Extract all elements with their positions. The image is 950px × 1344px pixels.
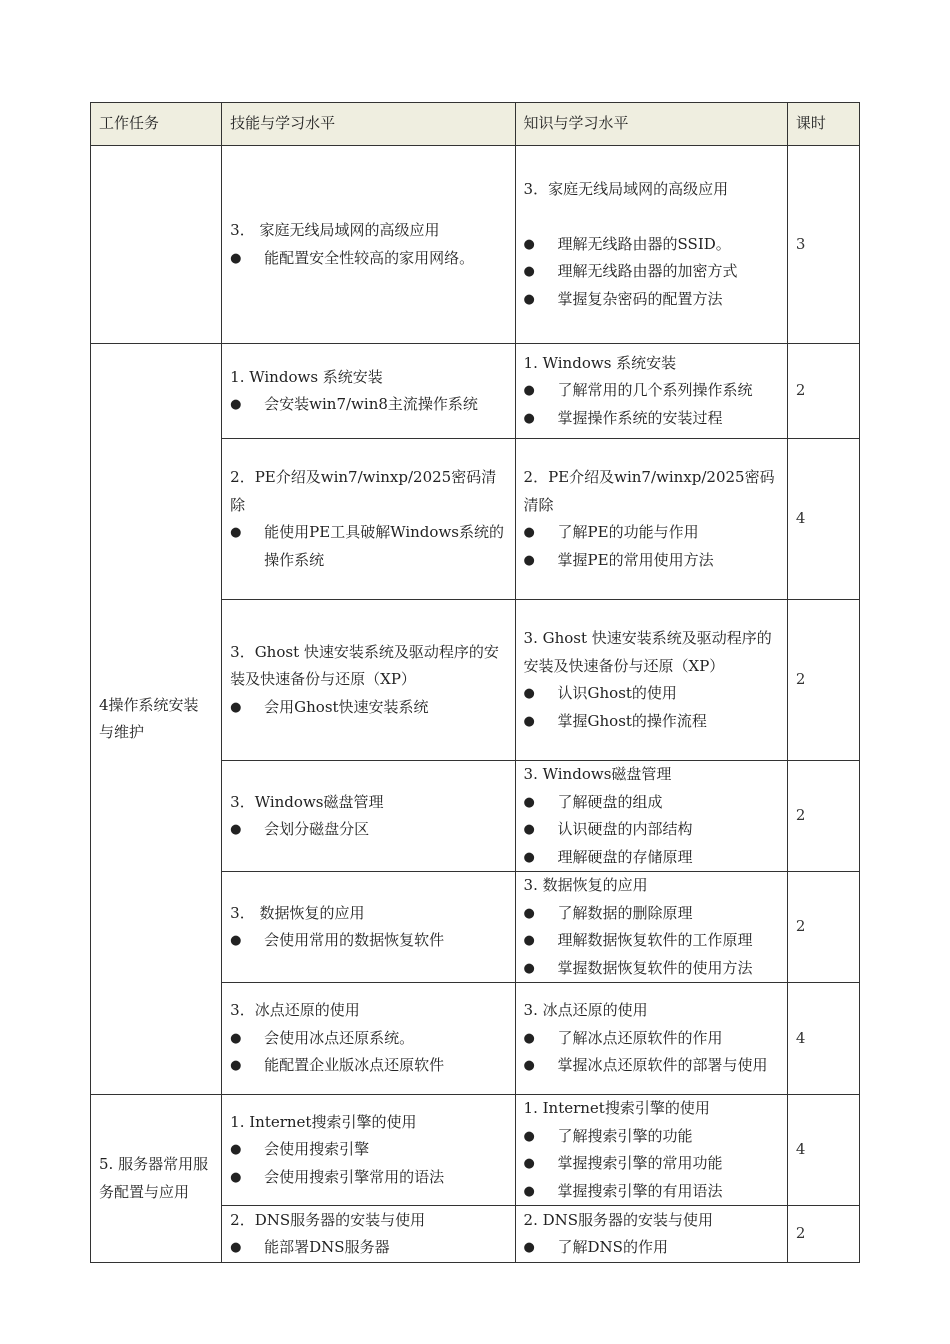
skill-cell [222, 600, 515, 761]
knowledge-point: ● 掌握Ghost的操作流程 [524, 708, 779, 736]
knowledge-point: ● 掌握复杂密码的配置方法 [524, 286, 779, 314]
skill-point: ● 能使用PE工具破解Windows系统的操作系统 [230, 519, 506, 574]
hours-cell: 4 [787, 439, 859, 600]
task-cell: 4操作系统安装与维护 [91, 344, 222, 1095]
curriculum-table [90, 102, 860, 1263]
knowledge-point: ● 理解无线路由器的加密方式 [524, 258, 779, 286]
skill-point: ● 会使用搜索引擎 [230, 1136, 506, 1164]
skill-title: 1. Internet搜索引擎的使用 [230, 1112, 417, 1131]
knowledge-point: ● 掌握搜索引擎的有用语法 [524, 1178, 779, 1206]
knowledge-cell [515, 1095, 787, 1206]
skill-title: 3． 数据恢复的应用 [230, 903, 365, 922]
knowledge-point: ● 了解冰点还原软件的作用 [524, 1025, 779, 1053]
skill-title: 3．Ghost 快速安装系统及驱动程序的安装及快速备份与还原（XP） [230, 642, 499, 689]
task-cell: 5. 服务器常用服务配置与应用 [91, 1095, 222, 1263]
skill-title: 3．Windows磁盘管理 [230, 792, 384, 811]
skill-cell [222, 1206, 515, 1263]
skill-point: ● 会安装win7/win8主流操作系统 [230, 391, 506, 419]
knowledge-points [524, 1025, 779, 1080]
knowledge-point: ● 了解PE的功能与作用 [524, 519, 779, 547]
hours-cell: 4 [787, 1095, 859, 1206]
knowledge-points [524, 231, 779, 314]
knowledge-title: 1. Internet搜索引擎的使用 [523, 1099, 710, 1117]
header-skill: 技能与学习水平 [222, 103, 515, 146]
skill-cell [222, 761, 515, 872]
skill-cell [222, 1095, 515, 1206]
hours-cell: 2 [787, 344, 859, 439]
task-cell [91, 146, 222, 344]
hours-cell: 2 [787, 600, 859, 761]
knowledge-title: 3. 数据恢复的应用 [523, 876, 648, 894]
skill-points [230, 245, 506, 273]
knowledge-title: 3．家庭无线局域网的高级应用 [523, 180, 729, 198]
knowledge-cell [515, 600, 787, 761]
knowledge-title: 3. 冰点还原的使用 [523, 1001, 648, 1020]
skill-point: ● 会划分磁盘分区 [230, 816, 506, 844]
skill-points [230, 694, 506, 722]
knowledge-title: 1. Windows 系统安装 [523, 353, 677, 372]
knowledge-points [524, 1234, 779, 1262]
knowledge-point: ● 掌握搜索引擎的常用功能 [524, 1150, 779, 1178]
skill-cell [222, 344, 515, 439]
knowledge-points [524, 377, 779, 432]
knowledge-point: ● 了解常用的几个系列操作系统 [524, 377, 779, 405]
hours-cell: 2 [787, 872, 859, 983]
skill-points [230, 1136, 506, 1191]
knowledge-title: 3. Ghost 快速安装系统及驱动程序的安装及快速备份与还原（XP） [523, 629, 772, 675]
skill-title: 2．PE介绍及win7/winxp/2025密码清除 [230, 468, 497, 514]
knowledge-cell [515, 146, 787, 344]
knowledge-point: ● 理解数据恢复软件的工作原理 [524, 927, 779, 955]
skill-points [230, 519, 506, 574]
hours-cell: 3 [787, 146, 859, 344]
skill-title: 3． 家庭无线局域网的高级应用 [230, 221, 440, 239]
spacer [524, 204, 779, 231]
table-row [91, 344, 860, 439]
header-hours: 课时 [787, 103, 859, 146]
skill-cell [222, 872, 515, 983]
knowledge-point: ● 理解无线路由器的SSID。 [524, 231, 779, 259]
knowledge-points [524, 519, 779, 574]
knowledge-points [524, 680, 779, 735]
header-row [91, 103, 860, 146]
header-knowledge: 知识与学习水平 [515, 103, 787, 146]
hours-cell: 4 [787, 983, 859, 1095]
knowledge-points [524, 1123, 779, 1206]
knowledge-cell [515, 983, 787, 1095]
knowledge-point: ● 掌握操作系统的安装过程 [524, 405, 779, 433]
knowledge-point: ● 掌握冰点还原软件的部署与使用 [524, 1052, 779, 1080]
header-task: 工作任务 [91, 103, 222, 146]
skill-point: ● 会用Ghost快速安装系统 [230, 694, 506, 722]
skill-point: ● 会使用搜索引擎常用的语法 [230, 1164, 506, 1192]
knowledge-cell [515, 872, 787, 983]
knowledge-point: ● 掌握数据恢复软件的使用方法 [524, 955, 779, 983]
skill-cell [222, 146, 515, 344]
skill-point: ● 会使用常用的数据恢复软件 [230, 927, 506, 955]
knowledge-cell [515, 1206, 787, 1263]
knowledge-point: ● 认识硬盘的内部结构 [524, 816, 779, 844]
knowledge-title: 2．PE介绍及win7/winxp/2025密码清除 [523, 468, 775, 514]
skill-point: ● 能配置安全性较高的家用网络。 [230, 245, 506, 273]
hours-cell: 2 [787, 761, 859, 872]
knowledge-cell [515, 344, 787, 439]
knowledge-cell [515, 761, 787, 872]
skill-points [230, 391, 506, 419]
skill-points [230, 1234, 506, 1262]
knowledge-title: 2. DNS服务器的安装与使用 [523, 1210, 714, 1229]
knowledge-points [524, 900, 779, 983]
table-row [91, 146, 860, 344]
knowledge-point: ● 认识Ghost的使用 [524, 680, 779, 708]
skill-title: 2．DNS服务器的安装与使用 [230, 1210, 426, 1229]
knowledge-title: 3. Windows磁盘管理 [523, 765, 672, 783]
knowledge-point: ● 掌握PE的常用使用方法 [524, 547, 779, 575]
skill-title: 3．冰点还原的使用 [230, 1001, 360, 1020]
knowledge-cell [515, 439, 787, 600]
skill-points [230, 1025, 506, 1080]
knowledge-point: ● 了解DNS的作用 [524, 1234, 779, 1262]
skill-cell [222, 983, 515, 1095]
skill-point: ● 能部署DNS服务器 [230, 1234, 506, 1262]
knowledge-points [524, 789, 779, 872]
skill-points [230, 816, 506, 844]
knowledge-point: ● 了解硬盘的组成 [524, 789, 779, 817]
skill-point: ● 会使用冰点还原系统。 [230, 1025, 506, 1053]
skill-points [230, 927, 506, 955]
skill-cell [222, 439, 515, 600]
skill-point: ● 能配置企业版冰点还原软件 [230, 1052, 506, 1080]
knowledge-point: ● 了解搜索引擎的功能 [524, 1123, 779, 1151]
table-row [91, 1095, 860, 1206]
hours-cell: 2 [787, 1206, 859, 1263]
knowledge-point: ● 理解硬盘的存储原理 [524, 844, 779, 872]
skill-title: 1. Windows 系统安装 [230, 367, 383, 386]
knowledge-point: ● 了解数据的删除原理 [524, 900, 779, 928]
table-body [91, 146, 860, 1263]
